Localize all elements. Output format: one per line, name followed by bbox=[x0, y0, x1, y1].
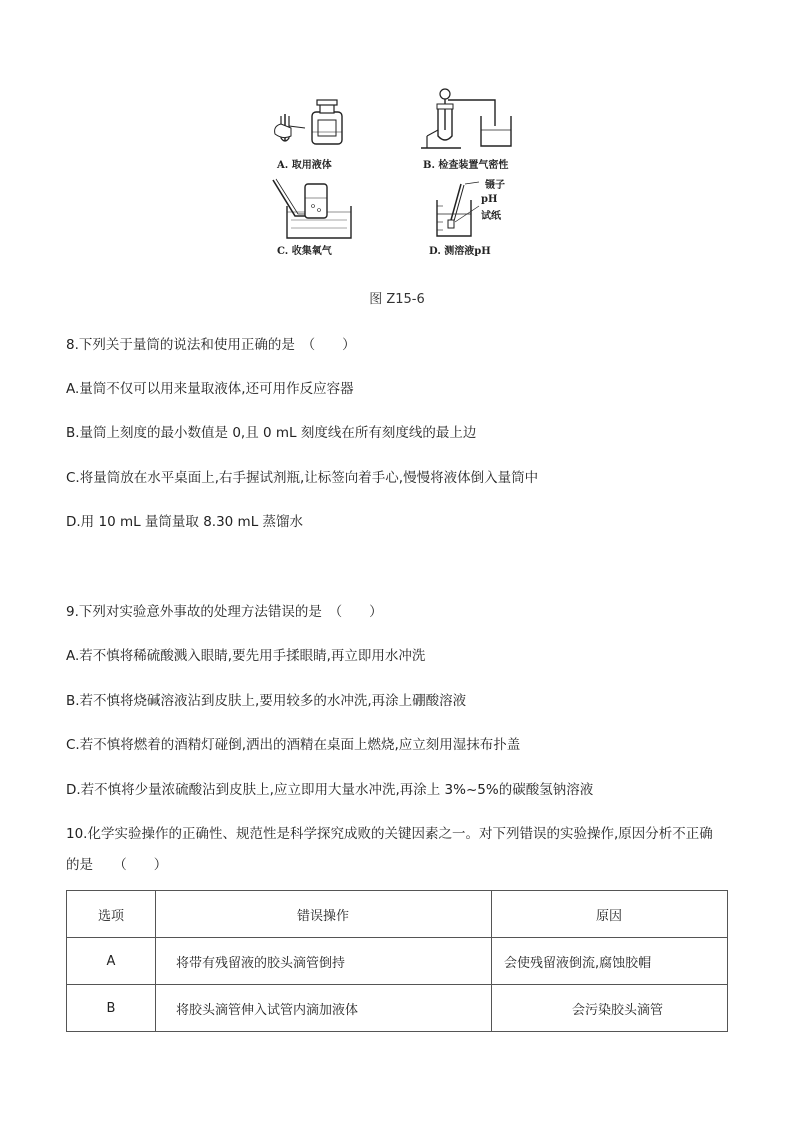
question-9-option-d: D.若不慎将少量浓硫酸沾到皮肤上,应立即用大量水冲洗,再涂上 3%~5%的碳酸氢钠溶液 bbox=[66, 782, 594, 798]
header-error-operation: 错误操作 bbox=[156, 891, 492, 938]
row-b-reason: 会污染胶头滴管 bbox=[492, 985, 728, 1032]
panel-a-caption: A. 取用液体 bbox=[277, 160, 332, 171]
question-8-option-b: B.量筒上刻度的最小数值是 0,且 0 mL 刻度线在所有刻度线的最上边 bbox=[66, 425, 477, 441]
question-9-option-c: C.若不慎将燃着的酒精灯碰倒,洒出的酒精在桌面上燃烧,应立刻用湿抹布扑盖 bbox=[66, 737, 521, 753]
airtightness-illustration bbox=[415, 86, 565, 156]
question-9-option-b: B.若不慎将烧碱溶液沾到皮肤上,要用较多的水冲洗,再涂上硼酸溶液 bbox=[66, 693, 467, 709]
question-8-option-c: C.将量筒放在水平桌面上,右手握试剂瓶,让标签向着手心,慢慢将液体倒入量筒中 bbox=[66, 470, 539, 486]
question-8-option-a: A.量筒不仅可以用来量取液体,还可用作反应容器 bbox=[66, 381, 354, 397]
error-operation-table bbox=[66, 890, 728, 1032]
panel-d-caption: D. 测溶液pH bbox=[429, 246, 491, 257]
collect-oxygen-illustration bbox=[265, 176, 415, 246]
row-b-operation: 将胶头滴管伸入试管内滴加液体 bbox=[156, 985, 492, 1032]
row-b-option: B bbox=[67, 985, 156, 1032]
ph-label: pH bbox=[481, 194, 498, 205]
question-8-option-d: D.用 10 mL 量筒量取 8.30 mL 蒸馏水 bbox=[66, 514, 304, 530]
test-paper-label: 试纸 bbox=[481, 211, 501, 222]
question-8-stem: 8.下列关于量筒的说法和使用正确的是 （ ） bbox=[66, 337, 356, 353]
question-9-stem: 9.下列对实验意外事故的处理方法错误的是 （ ） bbox=[66, 604, 383, 620]
row-a-option: A bbox=[67, 938, 156, 985]
table-row bbox=[67, 985, 728, 1032]
panel-b-caption: B. 检查装置气密性 bbox=[423, 160, 509, 171]
question-10-stem-line2: 的是 （ ） bbox=[66, 857, 168, 873]
table-header-row bbox=[67, 891, 728, 938]
experiment-figure bbox=[255, 86, 555, 266]
figure-panel-d bbox=[415, 176, 565, 266]
pour-liquid-illustration bbox=[265, 86, 415, 156]
row-a-reason: 会使残留液倒流,腐蚀胶帽 bbox=[492, 938, 728, 985]
header-option: 选项 bbox=[67, 891, 156, 938]
tweezers-label: 镊子 bbox=[485, 180, 505, 191]
figure-title: 图 Z15-6 bbox=[369, 292, 425, 307]
row-a-operation: 将带有残留液的胶头滴管倒持 bbox=[156, 938, 492, 985]
panel-c-caption: C. 收集氧气 bbox=[277, 246, 332, 257]
table-row bbox=[67, 938, 728, 985]
question-10-stem-line1: 10.化学实验操作的正确性、规范性是科学探究成败的关键因素之一。对下列错误的实验操作,原因分析不正确 bbox=[66, 826, 713, 842]
figure-panel-b bbox=[415, 86, 565, 176]
header-reason: 原因 bbox=[492, 891, 728, 938]
figure-panel-c bbox=[265, 176, 415, 266]
question-9-option-a: A.若不慎将稀硫酸溅入眼睛,要先用手揉眼睛,再立即用水冲洗 bbox=[66, 648, 426, 664]
figure-panel-a bbox=[265, 86, 415, 176]
